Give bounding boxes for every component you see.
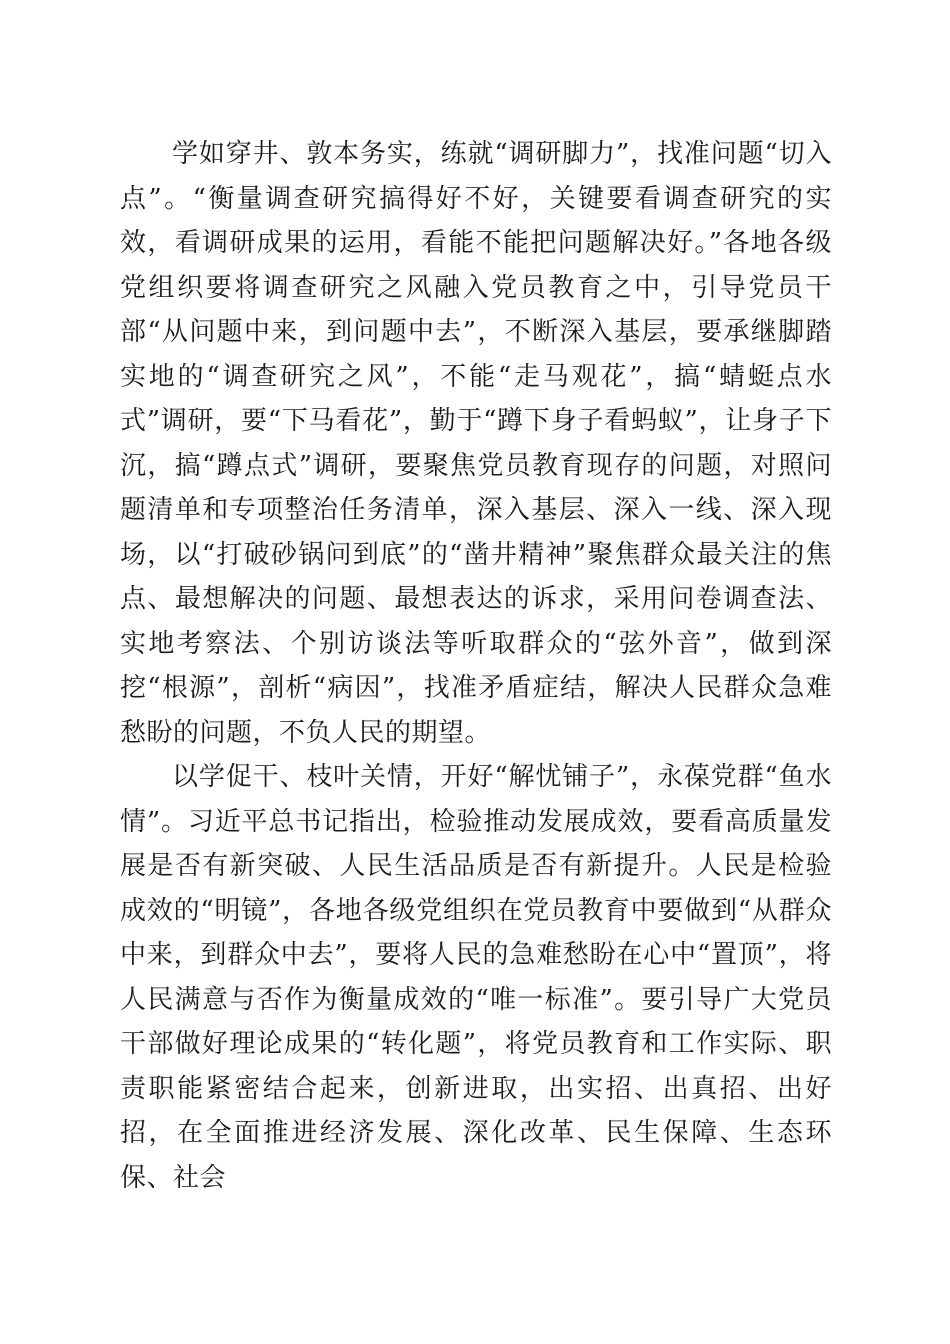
document-page [120, 132, 832, 1200]
paragraph-practice: 以学促干、枝叶关情，开好“解忧铺子”，永葆党群“鱼水情”。习近平总书记指出，检验推动发展成效，要看高质量发展是否有新突破、人民生活品质是否有新提升。人民是检验成效的“明镜”，各地各级党组织在党员教育中要做到“从群众中来，到群众中去”，要将人民的急难愁盼在心中“置顶”，将人民满意与否作为衡量成效的“唯一标准”。要引导广大党员干部做好理论成果的“转化题”，将党员教育和工作实际、职责职能紧密结合起来，创新进取，出实招、出真招、出好招，在全面推进经济发展、深化改革、民生保障、生态环保、社会 [120, 762, 832, 1193]
paragraph-research: 学如穿井、敦本务实，练就“调研脚力”，找准问题“切入点”。“衡量调查研究搞得好不好，关键要看调查研究的实效，看调研成果的运用，看能不能把问题解决好。”各地各级党组织要将调查研究之风融入党员教育之中，引导党员干部“从问题中来，到问题中去”，不断深入基层，要承继脚踏实地的“调查研究之风”，不能“走马观花”，搞“蜻蜓点水式”调研，要“下马看花”，勤于“蹲下身子看蚂蚁”，让身子下沉，搞“蹲点式”调研，要聚焦党员教育现存的问题，对照问题清单和专项整治任务清单，深入基层、深入一线、深入现场，以“打破砂锅问到底”的“凿井精神”聚焦群众最关注的焦点、最想解决的问题、最想表达的诉求，采用问卷调查法、实地考察法、个别访谈法等听取群众的“弦外音”，做到深挖“根源”，剖析“病因”，找准矛盾症结，解决人民群众急难愁盼的问题，不负人民的期望。 [120, 139, 832, 748]
